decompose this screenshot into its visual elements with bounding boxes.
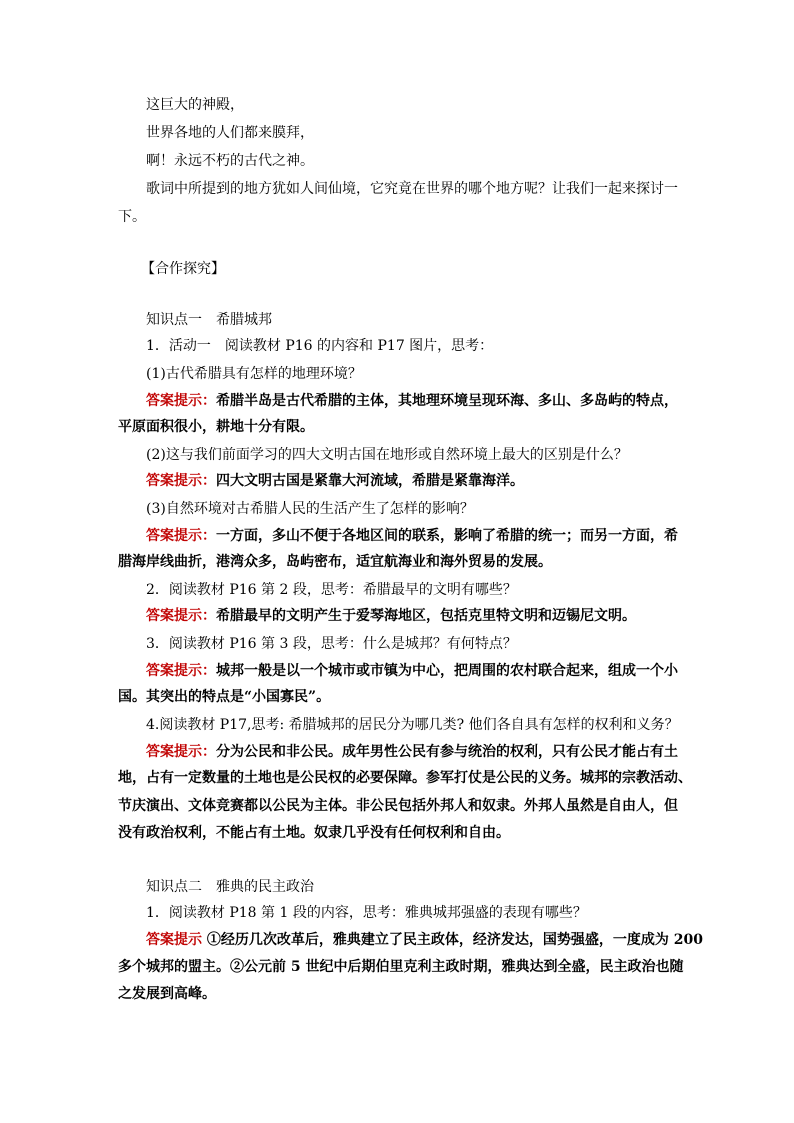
answer-text: 一方面，多山不便于各地区间的联系，影响了希腊的统一；而另一方面，希 (216, 528, 678, 544)
answer-line (146, 662, 678, 680)
question: 1．活动一 阅读教材 P16 的内容和 P17 图片，思考： (146, 338, 494, 354)
answer-text: 分为公民和非公民。成年男性公民有参与统治的权利，只有公民才能占有土 (216, 744, 678, 760)
sub-question: (2)这与我们前面学习的四大文明古国在地形或自然环境上最大的区别是什么？ (146, 447, 628, 463)
question: 2．阅读教材 P16 第 2 段，思考：希腊最早的文明有哪些？ (146, 582, 517, 598)
poem-line: 啊！永远不朽的古代之神。 (146, 153, 314, 169)
section-heading: 【合作探究】 (141, 261, 225, 277)
answer-hint-label: 答案提示： (146, 473, 216, 489)
question: 1．阅读教材 P18 第 1 段的内容，思考：雅典城邦强盛的表现有哪些？ (146, 905, 587, 921)
answer-line: 平原面积很小，耕地十分有限。 (118, 419, 314, 435)
answer-hint-label: 答案提示： (146, 393, 216, 409)
answer-line: 国。其突出的特点是“小国寡民”。 (118, 689, 331, 705)
intro-paragraph-line: 下。 (118, 209, 146, 225)
answer-line: 多个城邦的盟主。②公元前 5 世纪中后期伯里克利主政时期，雅典达到全盛，民主政治也随 (118, 959, 684, 975)
answer-hint-label: 答案提示： (146, 608, 216, 624)
knowledge-point-title: 知识点一 希腊城邦 (146, 312, 272, 328)
poem-line: 世界各地的人们都来膜拜， (146, 125, 314, 141)
intro-paragraph-line: 歌词中所提到的地方犹如人间仙境，它究竟在世界的哪个地方呢？让我们一起来探讨一 (146, 181, 678, 197)
sub-question: (3)自然环境对古希腊人民的生活产生了怎样的影响？ (146, 501, 474, 517)
answer-text: ①经历几次改革后，雅典建立了民主政体，经济发达，国势强盛，一度成为 200 (202, 932, 703, 948)
answer-line: 腊海岸线曲折，港湾众多，岛屿密布，适宜航海业和海外贸易的发展。 (118, 554, 552, 570)
answer-hint-label: 答案提示： (146, 528, 216, 544)
answer-text: 四大文明古国是紧靠大河流域，希腊是紧靠海洋。 (216, 473, 524, 489)
answer-text: 希腊半岛是古代希腊的主体，其地理环境呈现环海、多山、多岛屿的特点， (216, 393, 678, 409)
answer-line (146, 931, 703, 949)
answer-line (146, 607, 636, 625)
answer-line: 之发展到高峰。 (118, 986, 216, 1002)
answer-hint-label: 答案提示： (146, 744, 216, 760)
answer-line (146, 472, 524, 490)
answer-hint-label: 答案提示： (146, 663, 216, 679)
answer-line (146, 392, 678, 410)
question: 4.阅读教材 P17,思考: 希腊城邦的居民分为哪几类? 他们各自具有怎样的权利和义务？ (146, 717, 679, 733)
answer-line: 没有政治权利，不能占有土地。奴隶几乎没有任何权利和自由。 (118, 825, 510, 841)
answer-line: 节庆演出、文体竞赛都以公民为主体。非公民包括外邦人和奴隶。外邦人虽然是自由人，但 (118, 798, 678, 814)
answer-text: 希腊最早的文明产生于爱琴海地区，包括克里特文明和迈锡尼文明。 (216, 608, 636, 624)
answer-line (146, 527, 678, 545)
question: 3．阅读教材 P16 第 3 段，思考：什么是城邦？有何特点？ (146, 636, 517, 652)
answer-text: 城邦一般是以一个城市或市镇为中心，把周围的农村联合起来，组成一个小 (216, 663, 678, 679)
sub-question: (1)古代希腊具有怎样的地理环境？ (146, 366, 362, 382)
answer-line (146, 743, 678, 761)
knowledge-point-title: 知识点二 雅典的民主政治 (146, 879, 314, 895)
answer-hint-label: 答案提示 (146, 932, 202, 948)
answer-line: 地，占有一定数量的土地也是公民权的必要保障。参军打仗是公民的义务。城邦的宗教活动、 (118, 770, 692, 786)
poem-line: 这巨大的神殿， (146, 97, 244, 113)
